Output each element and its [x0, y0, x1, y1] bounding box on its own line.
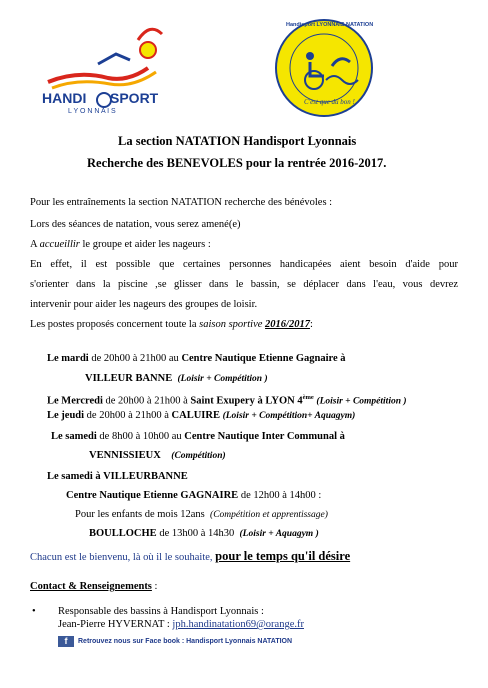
intro-p5-colon: :: [309, 319, 313, 330]
natation-ring-text: Handisport LYONNAIS NATATION: [286, 22, 374, 28]
intro-p3: [30, 238, 211, 251]
samedi2-kids-note: (Compétition et apprentissage): [210, 510, 328, 520]
facebook-icon: f: [58, 636, 74, 647]
mercredi-sup: ème: [302, 394, 314, 401]
contact-name-line: [58, 618, 304, 631]
mardi-place2: VILLEUR BANNE: [85, 373, 173, 384]
contact-colon: :: [151, 581, 158, 592]
intro-p3-a: A: [30, 239, 40, 250]
mercredi-day: Le Mercredi: [47, 395, 103, 407]
samedi2-time3: de 13h00 à 14h30: [156, 528, 235, 539]
intro-saison: saison sportive: [199, 319, 263, 330]
intro-p4-l2: s'orienter dans la piscine ,se glisser dans le bassin, se déplacer dans l'eau, vous devrez: [30, 279, 458, 290]
schedule-mardi: [47, 352, 346, 365]
intro-p4-l1: En effet, il est possible que certaines personnes handicapées aient besoin d'aide pour: [30, 259, 458, 270]
welcome-text: Chacun est le bienvenu, là où il le souhaite,: [30, 552, 216, 563]
schedule-jeudi: [47, 409, 355, 423]
jeudi-place: CALUIRE: [171, 410, 220, 421]
mercredi-time: de 20h00 à 21h00 à: [102, 395, 191, 407]
heading-line1: La section NATATION Handisport Lyonnais: [118, 134, 357, 148]
contact-name: Jean-Pierre HYVERNAT :: [58, 619, 173, 630]
handisport-word2: SPORT: [110, 90, 159, 106]
samedi2-day: Le samedi à VILLEURBANNE: [47, 471, 188, 482]
samedi2-place3: BOULLOCHE: [89, 528, 157, 539]
samedi1-place2: VENNISSIEUX: [89, 450, 161, 461]
welcome-line: [30, 547, 350, 565]
schedule-mardi-l2: [85, 372, 268, 386]
intro-p1: Pour les entraînements la section NATATION recherche des bénévoles :: [30, 197, 333, 208]
mercredi-place: Saint Exupery à LYON 4: [190, 395, 303, 407]
facebook-line: [58, 632, 292, 650]
facebook-text[interactable]: Retrouvez nous sur Face book : Handisport Lyonnais NATATION: [78, 637, 293, 645]
schedule-samedi2-boulloche: [89, 527, 319, 541]
schedule-samedi1: [51, 430, 345, 443]
samedi2-time: de 12h00 à 14h00 :: [238, 490, 322, 501]
schedule-mercredi: [47, 391, 407, 409]
samedi1-place: Centre Nautique Inter Communal à: [184, 431, 345, 442]
contact-heading-line: [30, 580, 157, 593]
intro-p3-b: le groupe et aider les nageurs :: [79, 239, 211, 250]
mardi-time: de 20h00 à 21h00 au: [88, 353, 182, 364]
intro-year: 2016/2017: [265, 319, 310, 330]
welcome-emph: pour le temps qu'il désire: [215, 549, 351, 563]
intro-p5-a: Les postes proposés concernent toute la: [30, 319, 200, 330]
natation-tagline: C'est que du bon !: [304, 98, 355, 106]
samedi2-note3: (Loisir + Aquagym ): [239, 529, 319, 539]
samedi1-note: (Compétition): [171, 451, 226, 461]
natation-logo: [274, 18, 374, 118]
schedule-samedi2-kids: [75, 508, 328, 522]
intro-p5: [30, 318, 313, 331]
handisport-sub: L Y O N N A I S: [68, 108, 116, 115]
samedi2-place: Centre Nautique Etienne GAGNAIRE: [66, 490, 239, 501]
handisport-word1: HANDI: [42, 90, 87, 106]
contact-bullet: •: [32, 606, 36, 617]
handisport-logo: [38, 20, 168, 120]
samedi2-kids: Pour les enfants de mois 12ans: [75, 509, 205, 520]
schedule-samedi1-l2: [89, 449, 226, 463]
intro-p4-l3: intervenir pour aider les nageurs des groupes de loisir.: [30, 299, 258, 310]
contact-heading: Contact & Renseignements: [30, 581, 152, 592]
mardi-note: (Loisir + Compétition ): [177, 374, 268, 384]
samedi1-day: Le samedi: [51, 431, 97, 442]
mardi-day: Le mardi: [47, 353, 89, 364]
samedi1-time: de 8h00 à 10h00 au: [96, 431, 185, 442]
contact-line1: Responsable des bassins à Handisport Lyonnais :: [58, 606, 264, 617]
contact-email-link[interactable]: jph.handinatation69@orange.fr: [172, 619, 304, 630]
mercredi-note: (Loisir + Compétition ): [316, 396, 407, 407]
jeudi-day: Le jeudi: [47, 410, 85, 421]
heading-line2: Recherche des BENEVOLES pour la rentrée 2016-2017.: [87, 156, 387, 170]
intro-p2: Lors des séances de natation, vous serez amené(e): [30, 219, 241, 230]
schedule-samedi2-l2: [66, 489, 321, 502]
jeudi-time: de 20h00 à 21h00 à: [84, 410, 172, 421]
jeudi-note: (Loisir + Compétition+ Aquagym): [222, 411, 356, 421]
mardi-place: Centre Nautique Etienne Gagnaire à: [181, 353, 346, 364]
intro-accueillir: accueillir: [39, 239, 80, 250]
